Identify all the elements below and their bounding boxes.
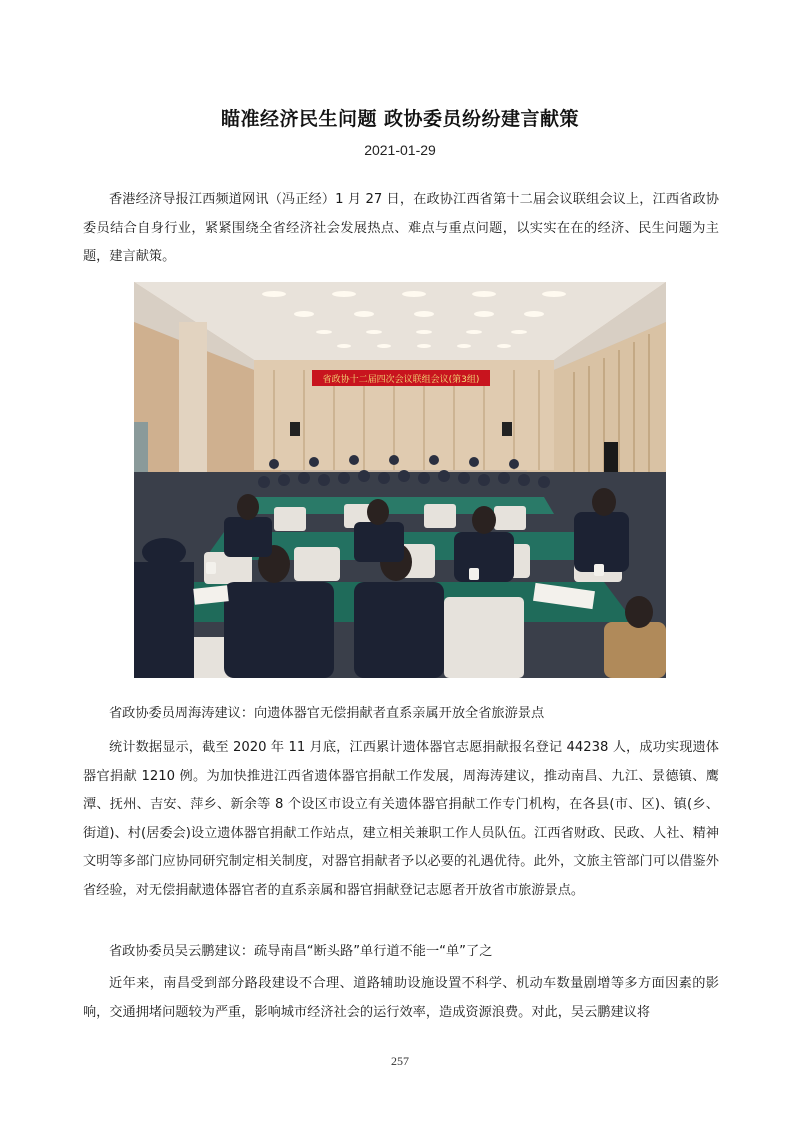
- page-number: 257: [391, 1054, 409, 1068]
- paragraph-intro: 香港经济导报江西频道网讯（冯正经）1 月 27 日，在政协江西省第十二届会议联组会议上，江西省政协委员结合自身行业，紧紧围绕全省经济社会发展热点、难点与重点问题，以实实在在的经济、民生问题为主题，建言献策。: [83, 192, 719, 264]
- article-title: 瞄准经济民生问题 政协委员纷纷建言献策: [220, 108, 580, 130]
- paragraph-organ-donation: 统计数据显示，截至 2020 年 11 月底，江西累计遗体器官志愿捐献报名登记 44238 人，成功实现遗体器官捐献 1210 例。为加快推进江西省遗体器官捐献工作发展，周海涛建议，推动南昌、九江、景德镇、鹰潭、抚州、吉安、萍乡、新余等 8 个设区市设立有关遗体器官捐献工作专门机构，在各县(市、区)、镇(乡、街道)、村(居委会)设立遗体器官捐献工作站点，建立相关兼职工作人员队伍。江西省财政、民政、人社、精神文明等多部门应协同研究制定相关制度，对器官捐献者予以必要的礼遇优待。此外，文旅主管部门可以借鉴外省经验，对无偿捐献遗体器官者的直系亲属和器官捐献登记志愿者开放省市旅游景点。: [83, 740, 719, 898]
- subheading-wu-yunpeng: 省政协委员吴云鹏建议：疏导南昌“断头路”单行道不能一“单”了之: [109, 944, 493, 959]
- banner-text: 省政协十二届四次会议联组会议(第3组): [322, 375, 480, 385]
- meeting-photo: [134, 282, 666, 678]
- article-date: 2021-01-29: [364, 142, 436, 158]
- subheading-zhou-haitao: 省政协委员周海涛建议：向遗体器官无偿捐献者直系亲属开放全省旅游景点: [109, 706, 545, 721]
- paragraph-traffic: 近年来，南昌受到部分路段建设不合理、道路辅助设施设置不科学、机动车数量剧增等多方面因素的影响，交通拥堵问题较为严重，影响城市经济社会的运行效率，造成资源浪费。对此，吴云鹏建议将: [83, 976, 719, 1020]
